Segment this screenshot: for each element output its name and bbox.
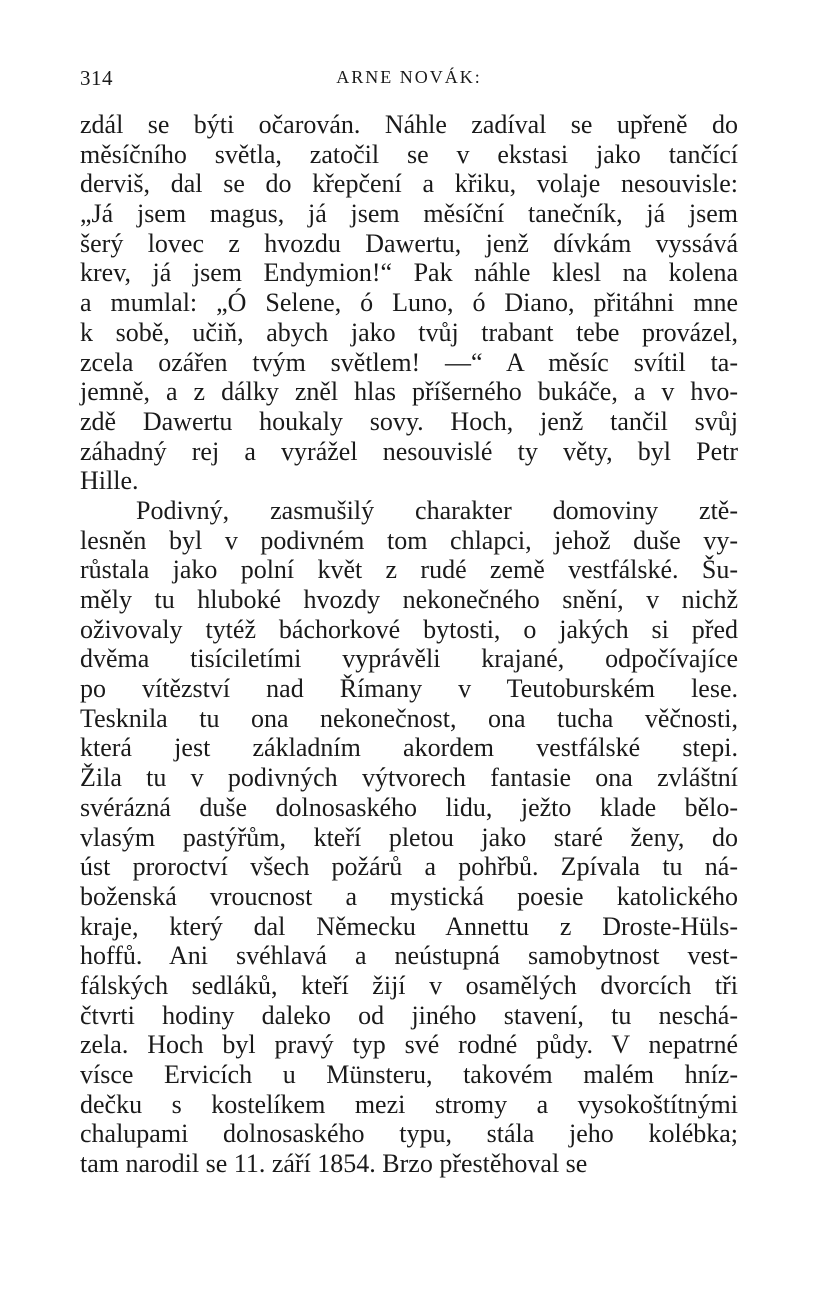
text-line: chalupami dolnosaského typu, stála jeho kolébka; — [80, 1119, 738, 1149]
body-text — [80, 110, 738, 1179]
text-line: boženská vroucnost a mystická poesie katolického — [80, 881, 738, 911]
text-line: měly tu hluboké hvozdy nekonečného snění, v nichž — [80, 585, 738, 614]
text-line: zdál se býti očarován. Náhle zadíval se upřeně do — [80, 110, 738, 139]
text-line: zdě Dawertu houkaly sovy. Hoch, jenž tančil svůj — [80, 406, 738, 436]
paragraph — [80, 110, 738, 496]
text-line: měsíčního světla, zatočil se v ekstasi jako tančící — [80, 139, 738, 169]
text-line: Hille. — [80, 466, 139, 496]
text-line: vlasým pastýřům, kteří pletou jako staré ženy, do — [80, 822, 738, 852]
text-line: Žila tu v podivných výtvorech fantasie ona zvláštní — [80, 763, 738, 793]
text-line: čtvrti hodiny daleko od jiného stavení, tu neschá- — [80, 1000, 738, 1030]
text-line: zcela ozářen tvým světlem! —“ A měsíc svítil ta- — [80, 347, 738, 377]
text-line: Tesknila tu ona nekonečnost, ona tucha věčnosti, — [80, 703, 738, 733]
text-line: oživovaly tytéž báchorkové bytosti, o jakých si před — [80, 614, 738, 644]
text-line: fálských sedláků, kteří žijí v osamělých dvorcích tři — [80, 970, 738, 1000]
text-line: tam narodil se 11. září 1854. Brzo přestěhoval se — [80, 1149, 588, 1179]
text-line: „Já jsem magus, já jsem měsíční tanečník, já jsem — [80, 199, 738, 229]
text-line: a mumlal: „Ó Selene, ó Luno, ó Diano, přitáhni mne — [80, 288, 738, 318]
text-line: zela. Hoch byl pravý typ své rodné půdy. V nepatrné — [80, 1030, 738, 1060]
text-line: šerý lovec z hvozdu Dawertu, jenž dívkám vyssává — [80, 228, 738, 258]
text-line: která jest základním akordem vestfálské stepi. — [80, 733, 738, 763]
text-line: lesněn byl v podivném tom chlapci, jehož duše vy- — [80, 525, 738, 555]
text-line: dečku s kostelíkem mezi stromy a vysokoštítnými — [80, 1089, 738, 1119]
text-line: jemně, a z dálky zněl hlas příšerného bukáče, a v hvo- — [80, 377, 738, 407]
text-line: Podivný, zasmušilý charakter domoviny ztě- — [136, 495, 738, 525]
text-line: vísce Ervicích u Münsteru, takovém malém hníz- — [80, 1060, 738, 1089]
text-line: růstala jako polní květ z rudé země vestfálské. Šu- — [80, 555, 738, 585]
text-line: úst proroctví všech požárů a pohřbů. Zpívala tu ná- — [80, 852, 738, 882]
text-line: hoffů. Ani svéhlavá a neústupná samobytnost vest- — [80, 941, 738, 971]
page-number: 314 — [80, 66, 113, 90]
text-line: záhadný rej a vyrážel nesouvislé ty věty, byl Petr — [80, 436, 738, 466]
text-line: dvěma tisíciletími vyprávěli krajané, odpočívajíce — [80, 644, 738, 674]
page-header — [80, 66, 738, 98]
text-line: krev, já jsem Endymion!“ Pak náhle klesl na kolena — [80, 258, 738, 288]
running-head: ARNE NOVÁK: — [336, 67, 482, 87]
text-line: kraje, který dal Německu Annettu z Droste-Hüls- — [80, 911, 738, 941]
text-line: derviš, dal se do křepčení a křiku, volaje nesouvisle: — [80, 169, 738, 199]
text-line: po vítězství nad Římany v Teutoburském lese. — [80, 674, 738, 704]
text-line: svérázná duše dolnosaského lidu, ježto klade bělo- — [80, 792, 738, 822]
paragraph — [80, 496, 738, 1179]
text-line: k sobě, učiň, abych jako tvůj trabant tebe provázel, — [80, 317, 738, 347]
